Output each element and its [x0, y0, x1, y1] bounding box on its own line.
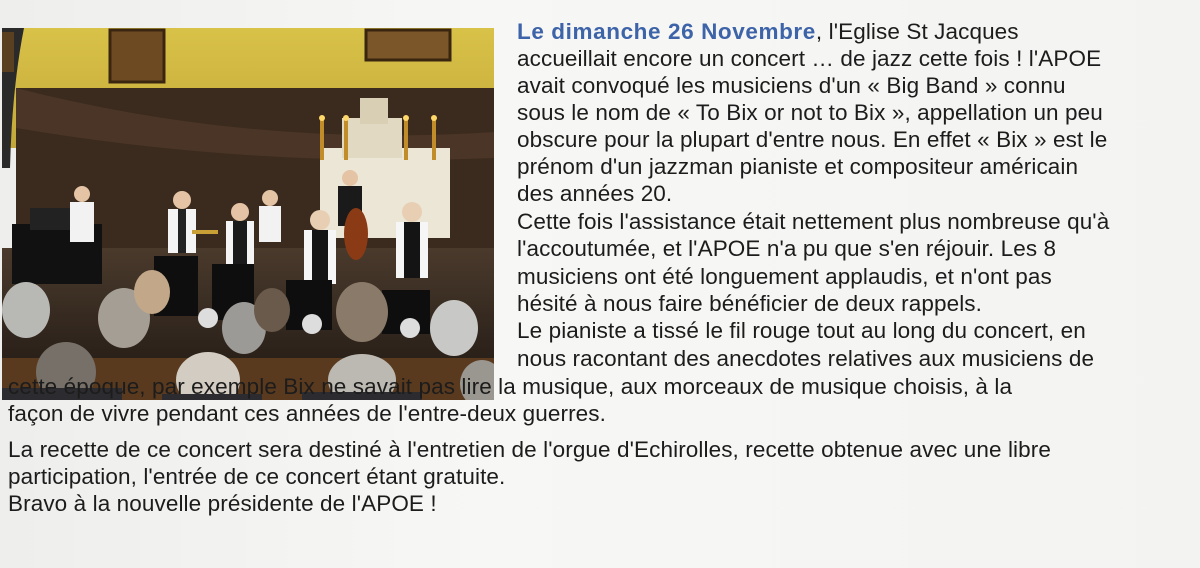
article-date-lead: Le dimanche 26 Novembre: [517, 19, 816, 44]
article-line: obscure pour la plupart d'entre nous. En effet « Bix » est le: [517, 127, 1108, 152]
article-line: accueillait encore un concert … de jazz cette fois ! l'APOE: [517, 46, 1102, 71]
article-line: participation, l'entrée de ce concert étant gratuite.: [8, 464, 506, 489]
article-line: des années 20.: [517, 181, 673, 206]
article-line: Cette fois l'assistance était nettement plus nombreuse qu'à: [517, 209, 1110, 234]
article-line-1-rest: , l'Eglise St Jacques: [815, 19, 1019, 44]
article-line: façon de vivre pendant ces années de l'entre-deux guerres.: [8, 401, 606, 426]
article-line: Le pianiste a tissé le fil rouge tout au long du concert, en: [517, 318, 1086, 343]
article-line: nous racontant des anecdotes relatives aux musiciens de: [517, 346, 1095, 371]
article-line: prénom d'un jazzman pianiste et compositeur américain: [517, 154, 1079, 179]
article-line: Bravo à la nouvelle présidente de l'APOE !: [8, 491, 437, 516]
article-line: cette époque, par exemple Bix ne savait pas lire la musique, aux morceaux de musique choisis, à la: [8, 374, 1013, 399]
article-line: musiciens ont été longuement applaudis, et n'ont pas: [517, 264, 1052, 289]
article-line: hésité à nous faire bénéficier de deux rappels.: [517, 291, 982, 316]
article-line: avait convoqué les musiciens d'un « Big Band » connu: [517, 73, 1066, 98]
article-line: l'accoutumée, et l'APOE n'a pu que s'en réjouir. Les 8: [517, 236, 1057, 261]
article-line: sous le nom de « To Bix or not to Bix », appellation un peu: [517, 100, 1103, 125]
article-line-1: [517, 19, 1019, 45]
article-line: La recette de ce concert sera destiné à l'entretien de l'orgue d'Echirolles, recette obtenue avec une libre: [8, 437, 1051, 462]
